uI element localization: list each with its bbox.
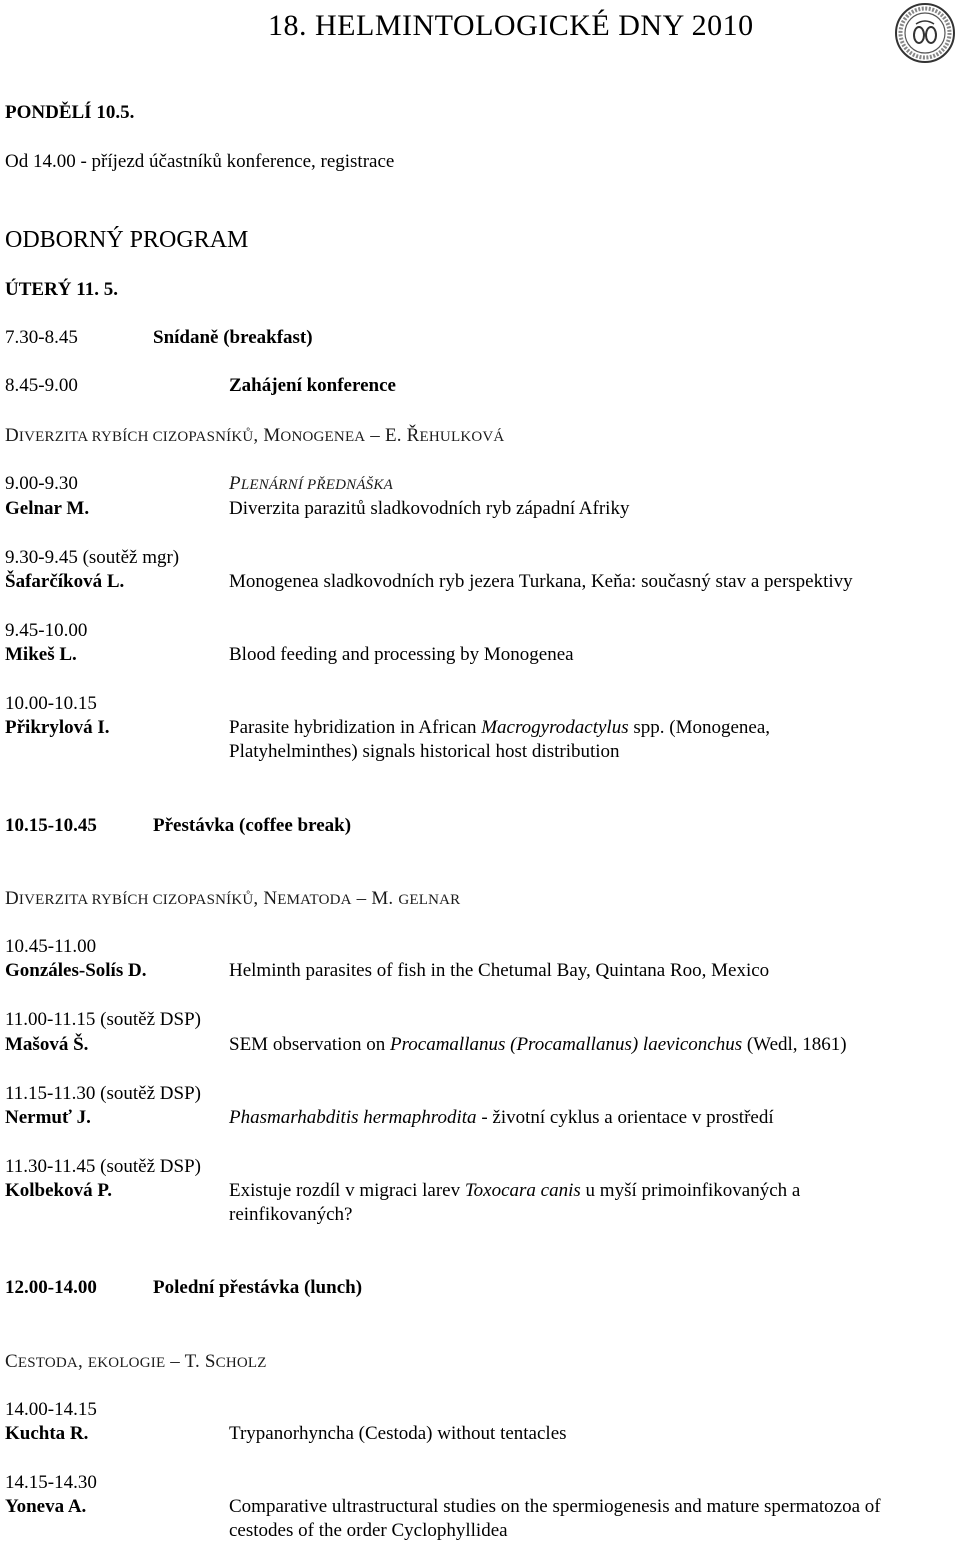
opening-label: Zahájení konference bbox=[229, 375, 396, 396]
talk-author: Mašová Š. bbox=[5, 1034, 89, 1055]
conference-title: 18. HELMINTOLOGICKÉ DNY 2010 bbox=[268, 9, 754, 42]
section-heading-cestoda: CESTODA, EKOLOGIE – T. SCHOLZ bbox=[5, 1351, 267, 1372]
monday-arrival: Od 14.00 - příjezd účastníků konference, registrace bbox=[5, 151, 395, 172]
program-title: ODBORNÝ PROGRAM bbox=[5, 227, 249, 253]
talk-time: 10.45-11.00 bbox=[5, 936, 97, 957]
lunch-time: 12.00-14.00 bbox=[5, 1277, 97, 1298]
talk-title: Comparative ultrastructural studies on the spermiogenesis and mature spermatozoa of bbox=[229, 1496, 881, 1517]
talk-title: Monogenea sladkovodních ryb jezera Turkana, Keňa: současný stav a perspektivy bbox=[229, 571, 853, 592]
talk-time: 14.00-14.15 bbox=[5, 1399, 97, 1420]
talk-title-continued: cestodes of the order Cyclophyllidea bbox=[229, 1520, 508, 1541]
talk-time: 9.45-10.00 bbox=[5, 620, 88, 641]
talk-author: Kolbeková P. bbox=[5, 1180, 112, 1201]
section-heading-monogenea: DIVERZITA RYBÍCH CIZOPASNÍKŮ, MONOGENEA – E. ŘEHULKOVÁ bbox=[5, 425, 505, 446]
plenary-author: Gelnar M. bbox=[5, 498, 90, 519]
coffee-label: Přestávka (coffee break) bbox=[153, 815, 352, 836]
talk-title-continued: reinfikovaných? bbox=[229, 1204, 353, 1225]
coffee-time: 10.15-10.45 bbox=[5, 815, 97, 836]
talk-title: Phasmarhabditis hermaphrodita - životní cyklus a orientace v prostředí bbox=[229, 1107, 774, 1128]
talk-title: Helminth parasites of fish in the Chetumal Bay, Quintana Roo, Mexico bbox=[229, 960, 770, 981]
talk-title: Blood feeding and processing by Monogenea bbox=[229, 644, 574, 665]
talk-title: SEM observation on Procamallanus (Procamallanus) laeviconchus (Wedl, 1861) bbox=[229, 1034, 847, 1055]
plenary-title: Diverzita parazitů sladkovodních ryb západní Afriky bbox=[229, 498, 630, 519]
talk-title: Parasite hybridization in African Macrogyrodactylus spp. (Monogenea, bbox=[229, 717, 771, 738]
talk-title-continued: Platyhelminthes) signals historical host distribution bbox=[229, 741, 620, 762]
talk-author: Kuchta R. bbox=[5, 1423, 89, 1444]
talk-title: Trypanorhyncha (Cestoda) without tentacles bbox=[229, 1423, 567, 1444]
talk-author: Mikeš L. bbox=[5, 644, 77, 665]
monday-heading: PONDĚLÍ 10.5. bbox=[5, 102, 135, 123]
talk-author: Gonzáles-Solís D. bbox=[5, 960, 147, 981]
talk-author: Šafarčíková L. bbox=[5, 571, 125, 592]
talk-time: 11.30-11.45 (soutěž DSP) bbox=[5, 1156, 201, 1177]
talk-author: Yoneva A. bbox=[5, 1496, 87, 1517]
plenary-time: 9.00-9.30 bbox=[5, 473, 78, 494]
breakfast-label: Snídaně (breakfast) bbox=[153, 327, 313, 348]
talk-title: Existuje rozdíl v migraci larev Toxocara canis u myší primoinfikovaných a bbox=[229, 1180, 801, 1201]
talk-time: 9.30-9.45 (soutěž mgr) bbox=[5, 547, 180, 568]
tuesday-heading: ÚTERÝ 11. 5. bbox=[5, 279, 118, 300]
breakfast-time: 7.30-8.45 bbox=[5, 327, 78, 348]
section-heading-nematoda: DIVERZITA RYBÍCH CIZOPASNÍKŮ, NEMATODA – M. GELNAR bbox=[5, 888, 461, 909]
talk-time: 11.15-11.30 (soutěž DSP) bbox=[5, 1083, 201, 1104]
conference-seal-icon bbox=[894, 2, 956, 64]
plenary-label: PLENÁRNÍ PŘEDNÁŠKA bbox=[229, 473, 393, 494]
talk-time: 10.00-10.15 bbox=[5, 693, 97, 714]
talk-time: 11.00-11.15 (soutěž DSP) bbox=[5, 1009, 201, 1030]
lunch-label: Polední přestávka (lunch) bbox=[153, 1277, 363, 1298]
opening-time: 8.45-9.00 bbox=[5, 375, 78, 396]
talk-author: Nermuť J. bbox=[5, 1107, 91, 1128]
talk-time: 14.15-14.30 bbox=[5, 1472, 97, 1493]
talk-author: Přikrylová I. bbox=[5, 717, 110, 738]
